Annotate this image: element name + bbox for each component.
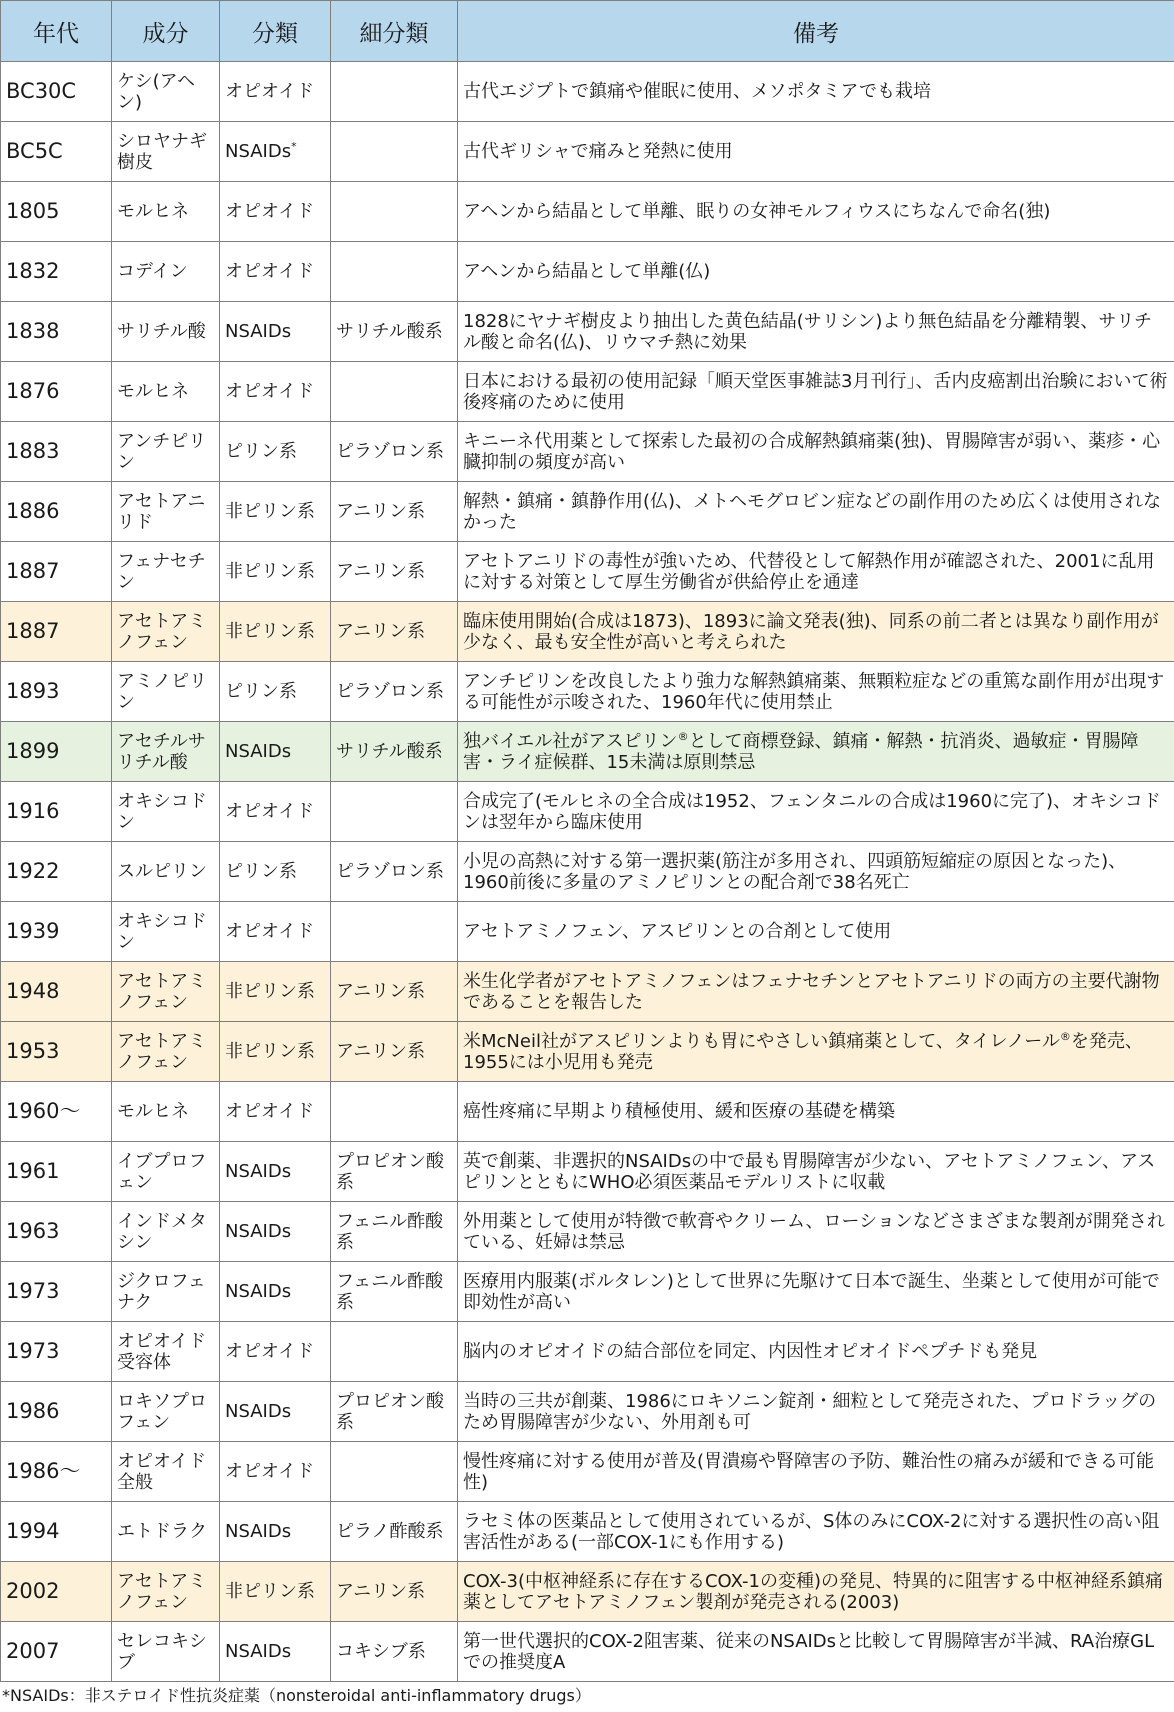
subcategory-cell: アニリン系: [331, 1022, 458, 1082]
table-row: [1, 1502, 1174, 1562]
subcategory-cell: アニリン系: [331, 962, 458, 1022]
table-row: [1, 602, 1174, 662]
subcategory-cell: サリチル酸系: [331, 722, 458, 782]
note-cell: 古代ギリシャで痛みと発熱に使用: [458, 122, 1174, 182]
component-cell: アセトアミノフェン: [112, 962, 220, 1022]
table-row: [1, 902, 1174, 962]
table-row: [1, 1562, 1174, 1622]
year-cell: 1939: [1, 902, 112, 962]
component-cell: セレコキシブ: [112, 1622, 220, 1682]
subcategory-cell: フェニル酢酸系: [331, 1202, 458, 1262]
subcategory-cell: アニリン系: [331, 1562, 458, 1622]
year-cell: 2007: [1, 1622, 112, 1682]
component-cell: ロキソプロフェン: [112, 1382, 220, 1442]
component-cell: アセトアニリド: [112, 482, 220, 542]
component-cell: オキシコドン: [112, 782, 220, 842]
category-cell: オピオイド: [220, 1082, 331, 1142]
year-cell: 1832: [1, 242, 112, 302]
year-cell: 1961: [1, 1142, 112, 1202]
category-cell: NSAIDs: [220, 1262, 331, 1322]
table-row: [1, 1622, 1174, 1682]
subcategory-cell: フェニル酢酸系: [331, 1262, 458, 1322]
year-cell: 1986～: [1, 1442, 112, 1502]
category-cell: オピオイド: [220, 1322, 331, 1382]
note-cell: アセトアニリドの毒性が強いため、代替役として解熱作用が確認された、2001に乱用に対する対策として厚生労働省が供給停止を通達: [458, 542, 1174, 602]
note-cell: 米McNeil社がアスピリンよりも胃にやさしい鎮痛薬として、タイレノール®を発売、1955には小児用も発売: [458, 1022, 1174, 1082]
table-row: [1, 842, 1174, 902]
note-cell: アヘンから結晶として単離(仏): [458, 242, 1174, 302]
year-cell: 1883: [1, 422, 112, 482]
subcategory-cell: [331, 182, 458, 242]
component-cell: モルヒネ: [112, 1082, 220, 1142]
category-cell: NSAIDs: [220, 1622, 331, 1682]
subcategory-cell: [331, 1322, 458, 1382]
note-cell: 独バイエル社がアスピリン®として商標登録、鎮痛・解熱・抗消炎、過敏症・胃腸障害・ライ症候群、15未満は原則禁忌: [458, 722, 1174, 782]
category-cell: ピリン系: [220, 662, 331, 722]
category-cell: ピリン系: [220, 422, 331, 482]
header-component: 成分: [112, 1, 220, 62]
component-cell: アセチルサリチル酸: [112, 722, 220, 782]
subcategory-cell: コキシブ系: [331, 1622, 458, 1682]
note-cell: アセトアミノフェン、アスピリンとの合剤として使用: [458, 902, 1174, 962]
note-cell: 小児の高熱に対する第一選択薬(筋注が多用され、四頭筋短縮症の原因となった)、1960前後に多量のアミノピリンとの配合剤で38名死亡: [458, 842, 1174, 902]
header-subcategory: 細分類: [331, 1, 458, 62]
subcategory-cell: アニリン系: [331, 602, 458, 662]
table-row: [1, 1382, 1174, 1442]
note-cell: 慢性疼痛に対する使用が普及(胃潰瘍や腎障害の予防、難治性の痛みが緩和できる可能性): [458, 1442, 1174, 1502]
subcategory-cell: アニリン系: [331, 482, 458, 542]
header-note: 備考: [458, 1, 1174, 62]
subcategory-cell: [331, 782, 458, 842]
note-cell: 癌性疼痛に早期より積極使用、緩和医療の基礎を構築: [458, 1082, 1174, 1142]
category-cell: オピオイド: [220, 362, 331, 422]
note-cell: 医療用内服薬(ボルタレン)として世界に先駆けて日本で誕生、坐薬として使用が可能で即効性が高い: [458, 1262, 1174, 1322]
table-row: [1, 662, 1174, 722]
table-row: [1, 1022, 1174, 1082]
note-cell: ラセミ体の医薬品として使用されているが、S体のみにCOX-2に対する選択性の高い阻害活性がある(一部COX-1にも作用する): [458, 1502, 1174, 1562]
header-row: [1, 1, 1174, 62]
component-cell: サリチル酸: [112, 302, 220, 362]
note-cell: 臨床使用開始(合成は1873)、1893に論文発表(独)、同系の前二者とは異なり副作用が少なく、最も安全性が高いと考えられた: [458, 602, 1174, 662]
component-cell: シロヤナギ樹皮: [112, 122, 220, 182]
table-row: [1, 1202, 1174, 1262]
category-cell: 非ピリン系: [220, 1562, 331, 1622]
component-cell: ジクロフェナク: [112, 1262, 220, 1322]
footnote: *NSAIDs：非ステロイド性抗炎症薬（nonsteroidal anti-inflammatory drugs）: [2, 1686, 591, 1705]
category-cell: NSAIDs: [220, 1202, 331, 1262]
component-cell: オピオイド受容体: [112, 1322, 220, 1382]
subcategory-cell: アニリン系: [331, 542, 458, 602]
category-cell: NSAIDs: [220, 1142, 331, 1202]
year-cell: 1805: [1, 182, 112, 242]
category-cell: オピオイド: [220, 782, 331, 842]
year-cell: 1893: [1, 662, 112, 722]
component-cell: コデイン: [112, 242, 220, 302]
note-cell: 第一世代選択的COX-2阻害薬、従来のNSAIDsと比較して胃腸障害が半減、RA治療GLでの推奨度A: [458, 1622, 1174, 1682]
subcategory-cell: ピラゾロン系: [331, 662, 458, 722]
category-cell: オピオイド: [220, 62, 331, 122]
component-cell: オピオイド全般: [112, 1442, 220, 1502]
category-cell: ピリン系: [220, 842, 331, 902]
table-row: [1, 422, 1174, 482]
subcategory-cell: [331, 1442, 458, 1502]
year-cell: 1887: [1, 542, 112, 602]
table-row: [1, 782, 1174, 842]
note-cell: キニーネ代用薬として探索した最初の合成解熱鎮痛薬(独)、胃腸障害が弱い、薬疹・心臓抑制の頻度が高い: [458, 422, 1174, 482]
year-cell: 1887: [1, 602, 112, 662]
component-cell: モルヒネ: [112, 182, 220, 242]
year-cell: 1899: [1, 722, 112, 782]
subcategory-cell: ピラゾロン系: [331, 422, 458, 482]
table-row: [1, 962, 1174, 1022]
table-row: [1, 722, 1174, 782]
year-cell: 1948: [1, 962, 112, 1022]
year-cell: 2002: [1, 1562, 112, 1622]
table-row: [1, 1262, 1174, 1322]
table-row: [1, 1082, 1174, 1142]
year-cell: 1886: [1, 482, 112, 542]
note-cell: 外用薬として使用が特徴で軟膏やクリーム、ローションなどさまざまな製剤が開発されている、妊婦は禁忌: [458, 1202, 1174, 1262]
table-row: [1, 182, 1174, 242]
component-cell: エトドラク: [112, 1502, 220, 1562]
year-cell: 1994: [1, 1502, 112, 1562]
table-row: [1, 122, 1174, 182]
table-row: [1, 242, 1174, 302]
note-cell: 米生化学者がアセトアミノフェンはフェナセチンとアセトアニリドの両方の主要代謝物であることを報告した: [458, 962, 1174, 1022]
subcategory-cell: ピラノ酢酸系: [331, 1502, 458, 1562]
component-cell: アンチピリン: [112, 422, 220, 482]
category-cell: オピオイド: [220, 902, 331, 962]
component-cell: アミノピリン: [112, 662, 220, 722]
note-cell: COX-3(中枢神経系に存在するCOX-1の変種)の発見、特異的に阻害する中枢神経系鎮痛薬としてアセトアミノフェン製剤が発売される(2003): [458, 1562, 1174, 1622]
category-cell: 非ピリン系: [220, 542, 331, 602]
subcategory-cell: プロピオン酸系: [331, 1142, 458, 1202]
category-cell: NSAIDs: [220, 1382, 331, 1442]
year-cell: 1963: [1, 1202, 112, 1262]
subcategory-cell: [331, 1082, 458, 1142]
subcategory-cell: ピラゾロン系: [331, 842, 458, 902]
subcategory-cell: プロピオン酸系: [331, 1382, 458, 1442]
table-row: [1, 1322, 1174, 1382]
subcategory-cell: [331, 62, 458, 122]
category-cell: オピオイド: [220, 1442, 331, 1502]
year-cell: 1876: [1, 362, 112, 422]
table-row: [1, 302, 1174, 362]
category-cell: オピオイド: [220, 242, 331, 302]
table-row: [1, 482, 1174, 542]
note-cell: 古代エジプトで鎮痛や催眠に使用、メソポタミアでも栽培: [458, 62, 1174, 122]
note-cell: 解熱・鎮痛・鎮静作用(仏)、メトヘモグロビン症などの副作用のため広くは使用されなかった: [458, 482, 1174, 542]
year-cell: 1953: [1, 1022, 112, 1082]
note-cell: アンチピリンを改良したより強力な解熱鎮痛薬、無顆粒症などの重篤な副作用が出現する可能性が示唆された、1960年代に使用禁止: [458, 662, 1174, 722]
table-row: [1, 542, 1174, 602]
component-cell: インドメタシン: [112, 1202, 220, 1262]
category-cell: NSAIDs: [220, 1502, 331, 1562]
component-cell: スルピリン: [112, 842, 220, 902]
year-cell: 1922: [1, 842, 112, 902]
component-cell: オキシコドン: [112, 902, 220, 962]
note-cell: アヘンから結晶として単離、眠りの女神モルフィウスにちなんで命名(独): [458, 182, 1174, 242]
year-cell: 1973: [1, 1262, 112, 1322]
component-cell: アセトアミノフェン: [112, 1022, 220, 1082]
year-cell: 1838: [1, 302, 112, 362]
note-cell: 1828にヤナギ樹皮より抽出した黄色結晶(サリシン)より無色結晶を分離精製、サリチル酸と命名(仏)、リウマチ熱に効果: [458, 302, 1174, 362]
note-cell: 合成完了(モルヒネの全合成は1952、フェンタニルの合成は1960に完了)、オキシコドンは翌年から臨床使用: [458, 782, 1174, 842]
component-cell: アセトアミノフェン: [112, 602, 220, 662]
subcategory-cell: [331, 902, 458, 962]
header-year: 年代: [1, 1, 112, 62]
table-row: [1, 1142, 1174, 1202]
category-cell: NSAIDs: [220, 302, 331, 362]
component-cell: アセトアミノフェン: [112, 1562, 220, 1622]
category-cell: NSAIDs: [220, 722, 331, 782]
year-cell: BC30C: [1, 62, 112, 122]
note-cell: 当時の三共が創薬、1986にロキソニン錠剤・細粒として発売された、プロドラッグのため胃腸障害が少ない、外用剤も可: [458, 1382, 1174, 1442]
table-row: [1, 62, 1174, 122]
category-cell: 非ピリン系: [220, 1022, 331, 1082]
year-cell: BC5C: [1, 122, 112, 182]
note-cell: 英で創薬、非選択的NSAIDsの中で最も胃腸障害が少ない、アセトアミノフェン、アスピリンとともにWHO必須医薬品モデルリストに収載: [458, 1142, 1174, 1202]
subcategory-cell: [331, 242, 458, 302]
category-cell: 非ピリン系: [220, 962, 331, 1022]
year-cell: 1960～: [1, 1082, 112, 1142]
subcategory-cell: サリチル酸系: [331, 302, 458, 362]
table-row: [1, 1442, 1174, 1502]
category-cell: 非ピリン系: [220, 602, 331, 662]
component-cell: モルヒネ: [112, 362, 220, 422]
year-cell: 1916: [1, 782, 112, 842]
table-row: [1, 362, 1174, 422]
subcategory-cell: [331, 122, 458, 182]
component-cell: ケシ(アヘン): [112, 62, 220, 122]
category-cell: NSAIDs*: [220, 122, 331, 182]
component-cell: フェナセチン: [112, 542, 220, 602]
category-cell: 非ピリン系: [220, 482, 331, 542]
subcategory-cell: [331, 362, 458, 422]
component-cell: イブプロフェン: [112, 1142, 220, 1202]
table-body: [1, 62, 1174, 1682]
year-cell: 1973: [1, 1322, 112, 1382]
header-category: 分類: [220, 1, 331, 62]
note-cell: 日本における最初の使用記録「順天堂医事雑誌3月刊行」、舌内皮癌割出治験において術後疼痛のために使用: [458, 362, 1174, 422]
note-cell: 脳内のオピオイドの結合部位を同定、内因性オピオイドペプチドも発見: [458, 1322, 1174, 1382]
category-cell: オピオイド: [220, 182, 331, 242]
year-cell: 1986: [1, 1382, 112, 1442]
